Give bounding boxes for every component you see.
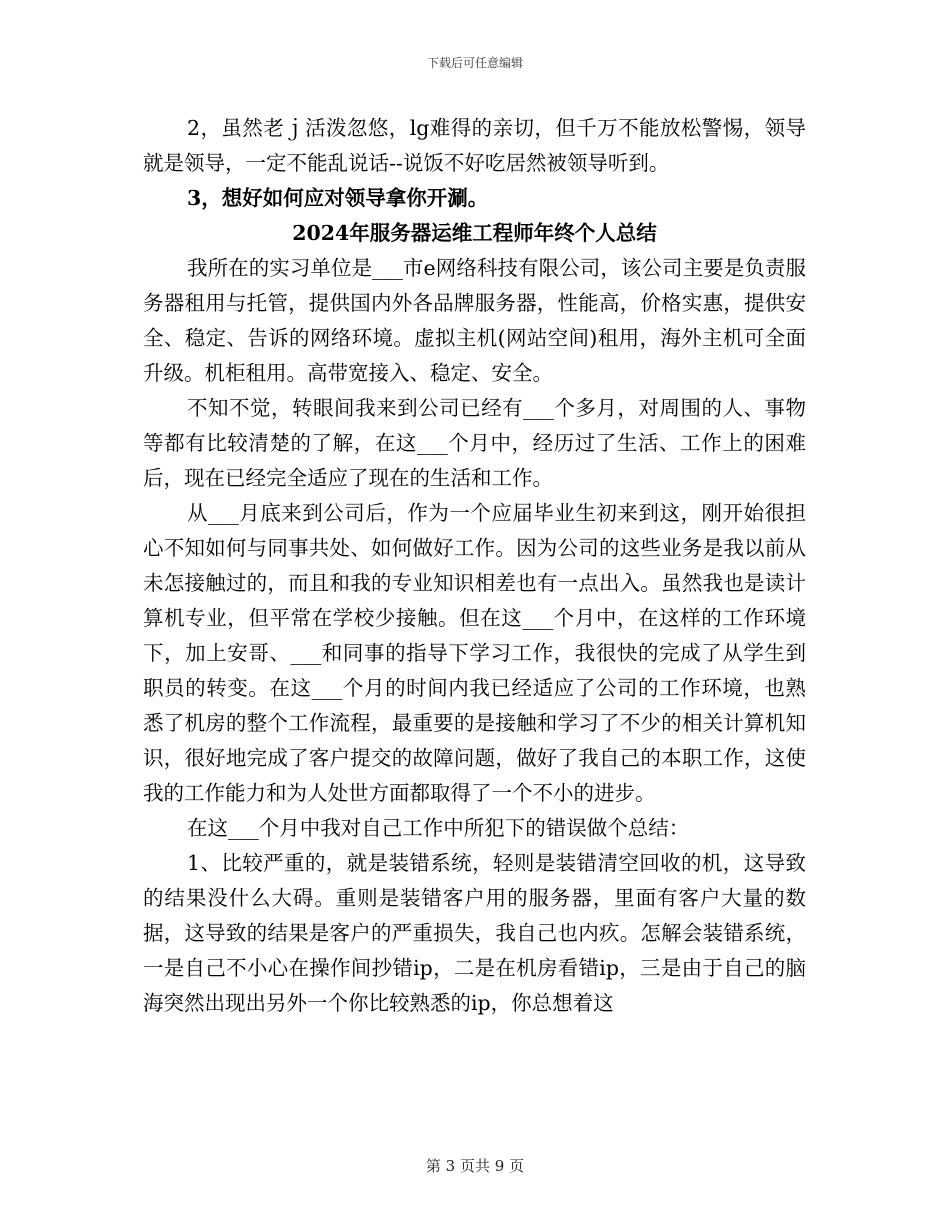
section-title: 2024年服务器运维工程师年终个人总结 — [292, 221, 657, 245]
page-header: 下载后可任意编辑 — [426, 56, 523, 70]
paragraph-experience: 从___月底来到公司后，作为一个应届毕业生初来到这，刚开始很担心不知如何与同事共处、如何做好工作。因为公司的这些业务是我以前从未怎接触过的，而且和我的专业知识相差也有一点出入。虽然我也是读计算机专业，但平常在学校少接触。但在这___个月中，在这样的工作环境下，加上安哥、___和同事的指导下学习工作，我很快的完成了从学生到职员的转变。在这___个月的时间内我已经适应了公司的工作环境，也熟悉了机房的整个工作流程，最重要的是接触和学习了不少的相关计算机知识，很好地完成了客户提交的故障问题，做好了我自己的本职工作，这使我的工作能力和为人处世方面都取得了一个不小的进步。 — [143, 501, 806, 805]
paragraph-error-1: 1、比较严重的，就是装错系统，轻则是装错清空回收的机，这导致的结果没什么大碍。重则是装错客户用的服务器，里面有客户大量的数据，这导致的结果是客户的严重损失，我自己也内疚。怎解会装错系统，一是自己不小心在操作间抄错ip，二是在机房看错ip，三是由于自己的脑海突然出现出另外一个你比较熟悉的ip，你总想着这 — [143, 851, 806, 1015]
paragraph-2: 2，虽然老ｊ活泼忽悠，lg难得的亲切，但千万不能放松警惕，领导就是领导，一定不能乱说话--说饭不好吃居然被领导听到。 — [143, 116, 806, 175]
paragraph-summary-intro: 在这___个月中我对自己工作中所犯下的错误做个总结： — [187, 816, 690, 840]
document-body — [143, 111, 806, 1021]
paragraph-time: 不知不觉，转眼间我来到公司已经有___个多月，对周围的人、事物等都有比较清楚的了解，在这___个月中，经历过了生活、工作上的困难后，现在已经完全适应了现在的生活和工作。 — [143, 396, 806, 490]
paragraph-intro: 我所在的实习单位是___市e网络科技有限公司，该公司主要是负责服务器租用与托管，提供国内外各品牌服务器，性能高，价格实惠，提供安全、稳定、告诉的网络环境。虚拟主机(网站空间)租用，海外主机可全面升级。机柜租用。高带宽接入、稳定、安全。 — [143, 256, 806, 385]
page-footer: 第 3 页共 9 页 — [425, 1157, 525, 1175]
paragraph-3-bold: 3，想好如何应对领导拿你开涮。 — [187, 186, 489, 210]
